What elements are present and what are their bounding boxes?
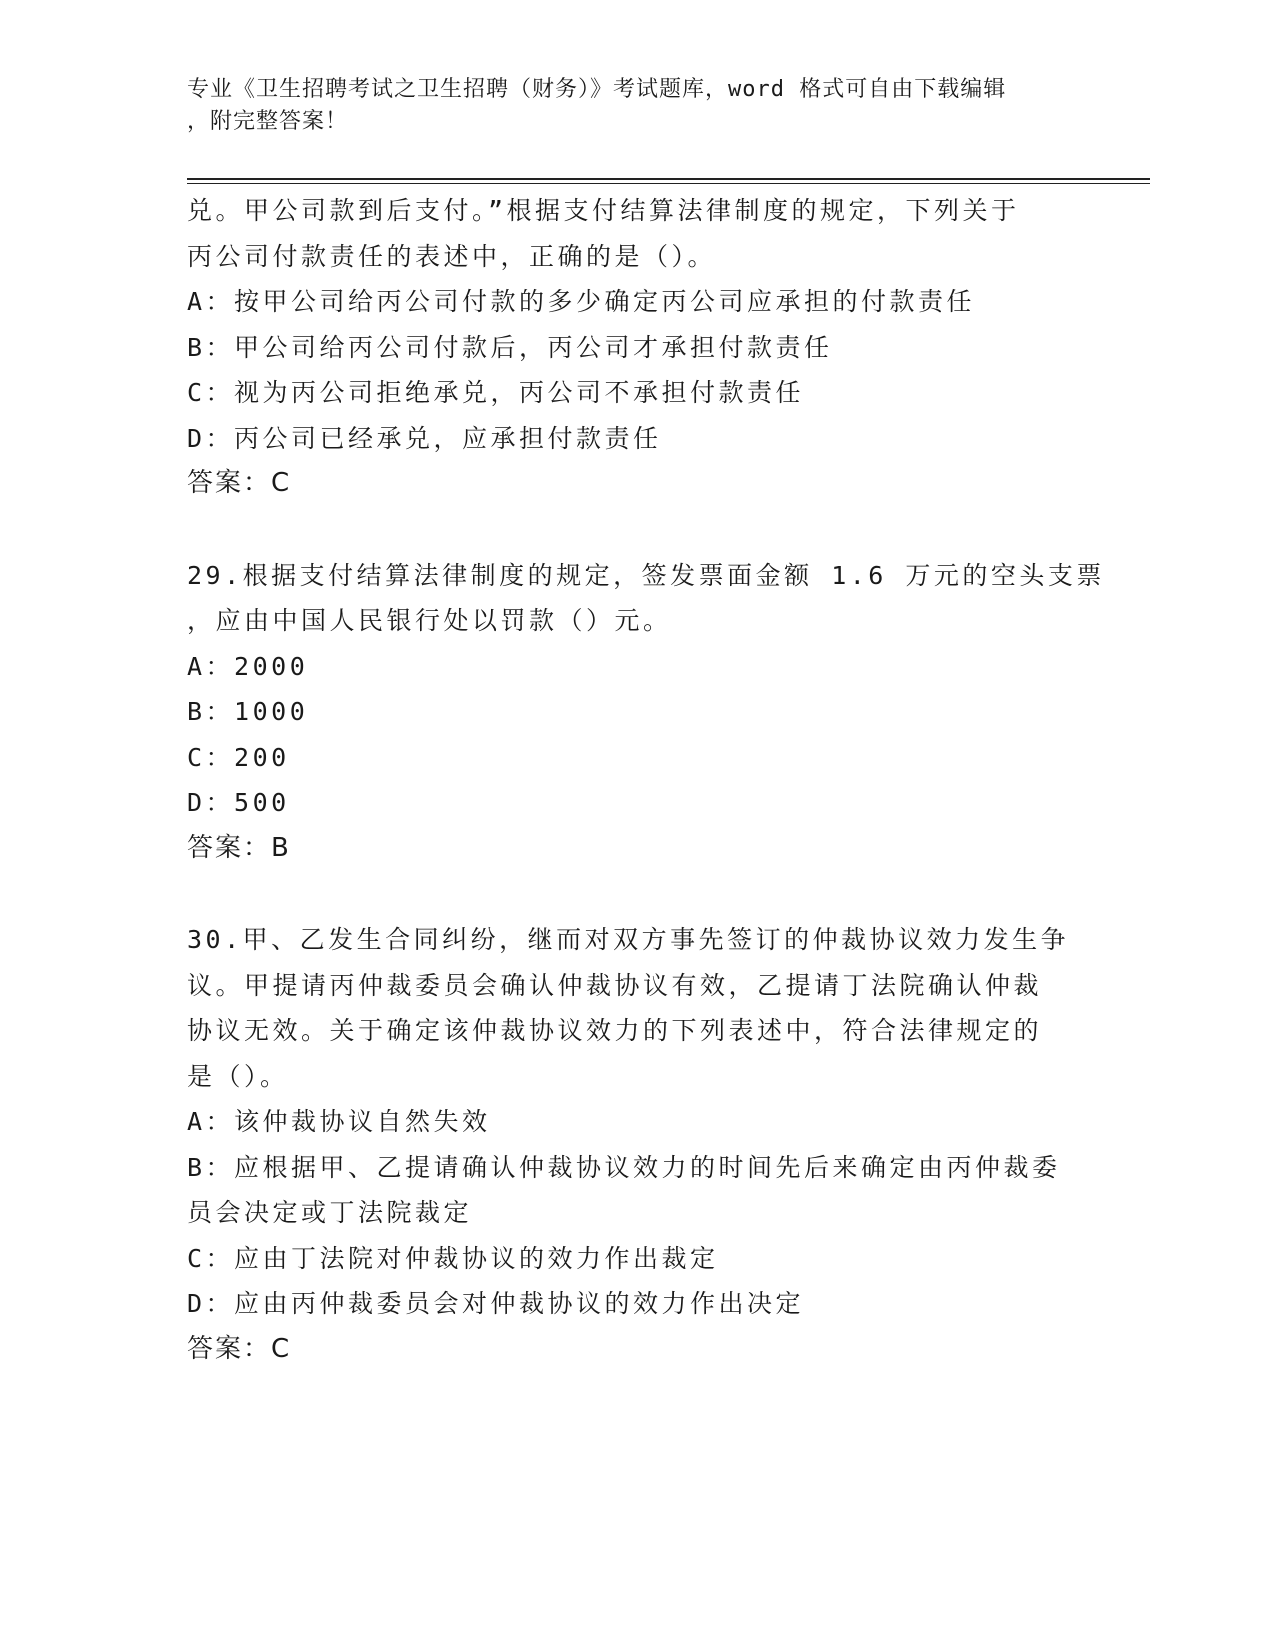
question-stem-line: 是（）。	[187, 1061, 289, 1091]
answer-label: 答案：B	[187, 832, 291, 863]
option-c: C：应由丁法院对仲裁协议的效力作出裁定	[187, 1243, 719, 1273]
option-b: B：1000	[187, 697, 309, 726]
answer-label: 答案：C	[187, 468, 292, 498]
option-c: C：200	[187, 742, 290, 772]
option-a: A：该仲裁协议自然失效	[187, 1107, 491, 1136]
question-stem-line: 兑。甲公司款到后支付。”根据支付结算法律制度的规定，下列关于	[187, 196, 1020, 225]
option-d: D：应由丙仲裁委员会对仲裁协议的效力作出决定	[187, 1289, 805, 1318]
header-rule-thin	[187, 183, 1150, 184]
spacer	[187, 871, 1087, 917]
option-a: A：按甲公司给丙公司付款的多少确定丙公司应承担的付款责任	[187, 287, 976, 316]
option-b-continued: 员会决定或丁法院裁定	[187, 1198, 473, 1227]
option-d: D：500	[187, 788, 290, 817]
question-list	[187, 188, 1105, 1372]
question-stem-line: 29.根据支付结算法律制度的规定，签发票面金额 1.6 万元的空头支票	[187, 560, 1105, 590]
question-stem-line: 丙公司付款责任的表述中，正确的是（）。	[187, 241, 717, 271]
header-line: 专业《卫生招聘考试之卫生招聘（财务）》考试题库，word 格式可自由下载编辑	[187, 77, 1007, 102]
question-30	[187, 917, 1087, 1372]
option-b: B：应根据甲、乙提请确认仲裁协议效力的时间先后来确定由丙仲裁委	[187, 1152, 1061, 1182]
question-stem-line: ，应由中国人民银行处以罚款（）元。	[187, 606, 672, 635]
option-d: D：丙公司已经承兑，应承担付款责任	[187, 423, 662, 453]
option-a: A：2000	[187, 651, 309, 681]
header-rule-thick	[187, 178, 1150, 180]
question-stem-line: 30.甲、乙发生合同纠纷，继而对双方事先签订的仲裁协议效力发生争	[187, 925, 1070, 954]
question-stem-line: 议。甲提请丙仲裁委员会确认仲裁协议有效，乙提请丁法院确认仲裁	[187, 970, 1043, 1000]
answer-label: 答案：C	[187, 1333, 292, 1364]
question-29	[187, 553, 1105, 872]
question-stem-line: 协议无效。关于确定该仲裁协议效力的下列表述中，符合法律规定的	[187, 1016, 1043, 1045]
header-line: ，附完整答案！	[187, 109, 349, 134]
question-continued	[187, 188, 1087, 507]
option-b: B：甲公司给丙公司付款后，丙公司才承担付款责任	[187, 332, 833, 362]
document-header	[187, 74, 1067, 138]
spacer	[187, 507, 1087, 553]
option-c: C：视为丙公司拒绝承兑，丙公司不承担付款责任	[187, 378, 805, 407]
